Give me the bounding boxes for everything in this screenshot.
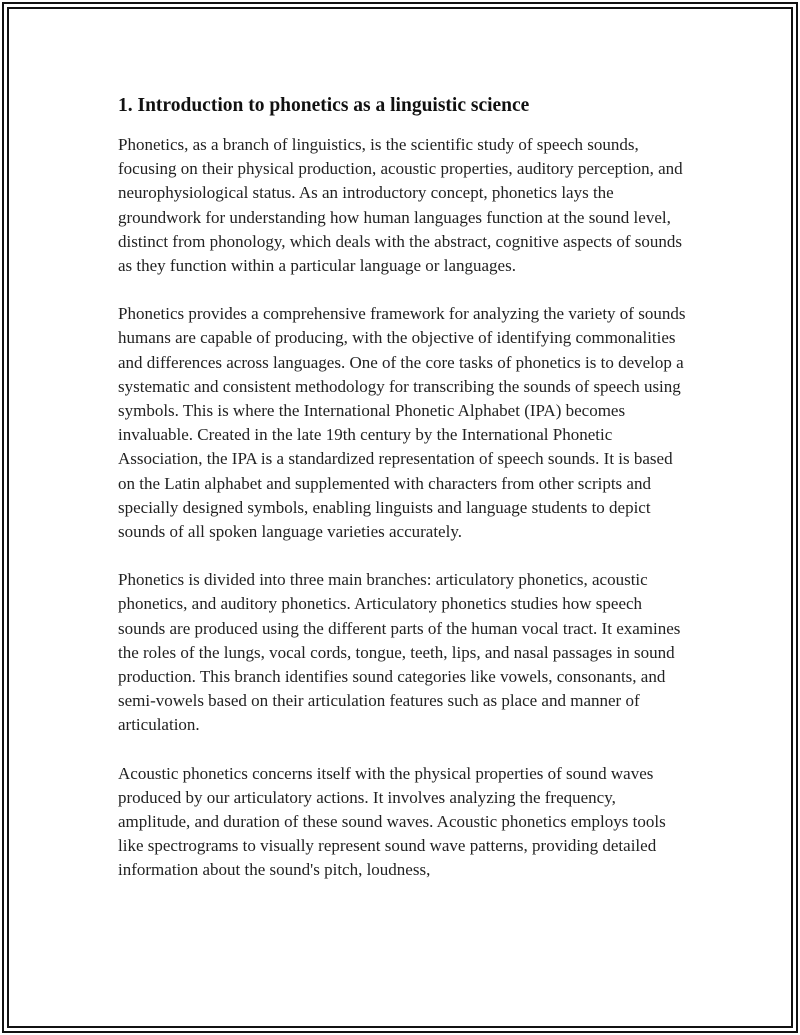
section-heading: 1. Introduction to phonetics as a linguistic science bbox=[118, 95, 530, 116]
document-body bbox=[118, 93, 688, 907]
paragraph-intro: Phonetics, as a branch of linguistics, is the scientific study of speech sounds, focusing on their physical production, acoustic properties, auditory perception, and neurophysiological status. As an introductory concept, phonetics lays the groundwork for understanding how human languages function at the sound level, distinct from phonology, which deals with the abstract, cognitive aspects of sounds as they function within a particular language or languages. bbox=[118, 135, 683, 276]
paragraph-branches: Phonetics is divided into three main branches: articulatory phonetics, acoustic phonetics, and auditory phonetics. Articulatory phonetics studies how speech sounds are produced using the different parts of the human vocal tract. It examines the roles of the lungs, vocal cords, tongue, teeth, lips, and nasal passages in sound production. This branch identifies sound categories like vowels, consonants, and semi-vowels based on their articulation features such as place and manner of articulation. bbox=[118, 570, 681, 735]
paragraph-acoustic: Acoustic phonetics concerns itself with the physical properties of sound waves produced by our articulatory actions. It involves analyzing the frequency, amplitude, and duration of these sound waves. Acoustic phonetics employs tools like spectrograms to visually represent sound wave patterns, providing detailed information about the sound's pitch, loudness, bbox=[118, 763, 666, 880]
paragraph-framework: Phonetics provides a comprehensive framework for analyzing the variety of sounds humans are capable of producing, with the objective of identifying commonalities and differences across languages. One of the core tasks of phonetics is to develop a systematic and consistent methodology for transcribing the sounds of speech using symbols. This is where the International Phonetic Alphabet (IPA) becomes invaluable. Created in the late 19th century by the International Phonetic Association, the IPA is a standardized representation of speech sounds. It is based on the Latin alphabet and supplemented with characters from other scripts and specially designed symbols, enabling linguists and language students to depict sounds of all spoken language varieties accurately. bbox=[118, 304, 686, 542]
